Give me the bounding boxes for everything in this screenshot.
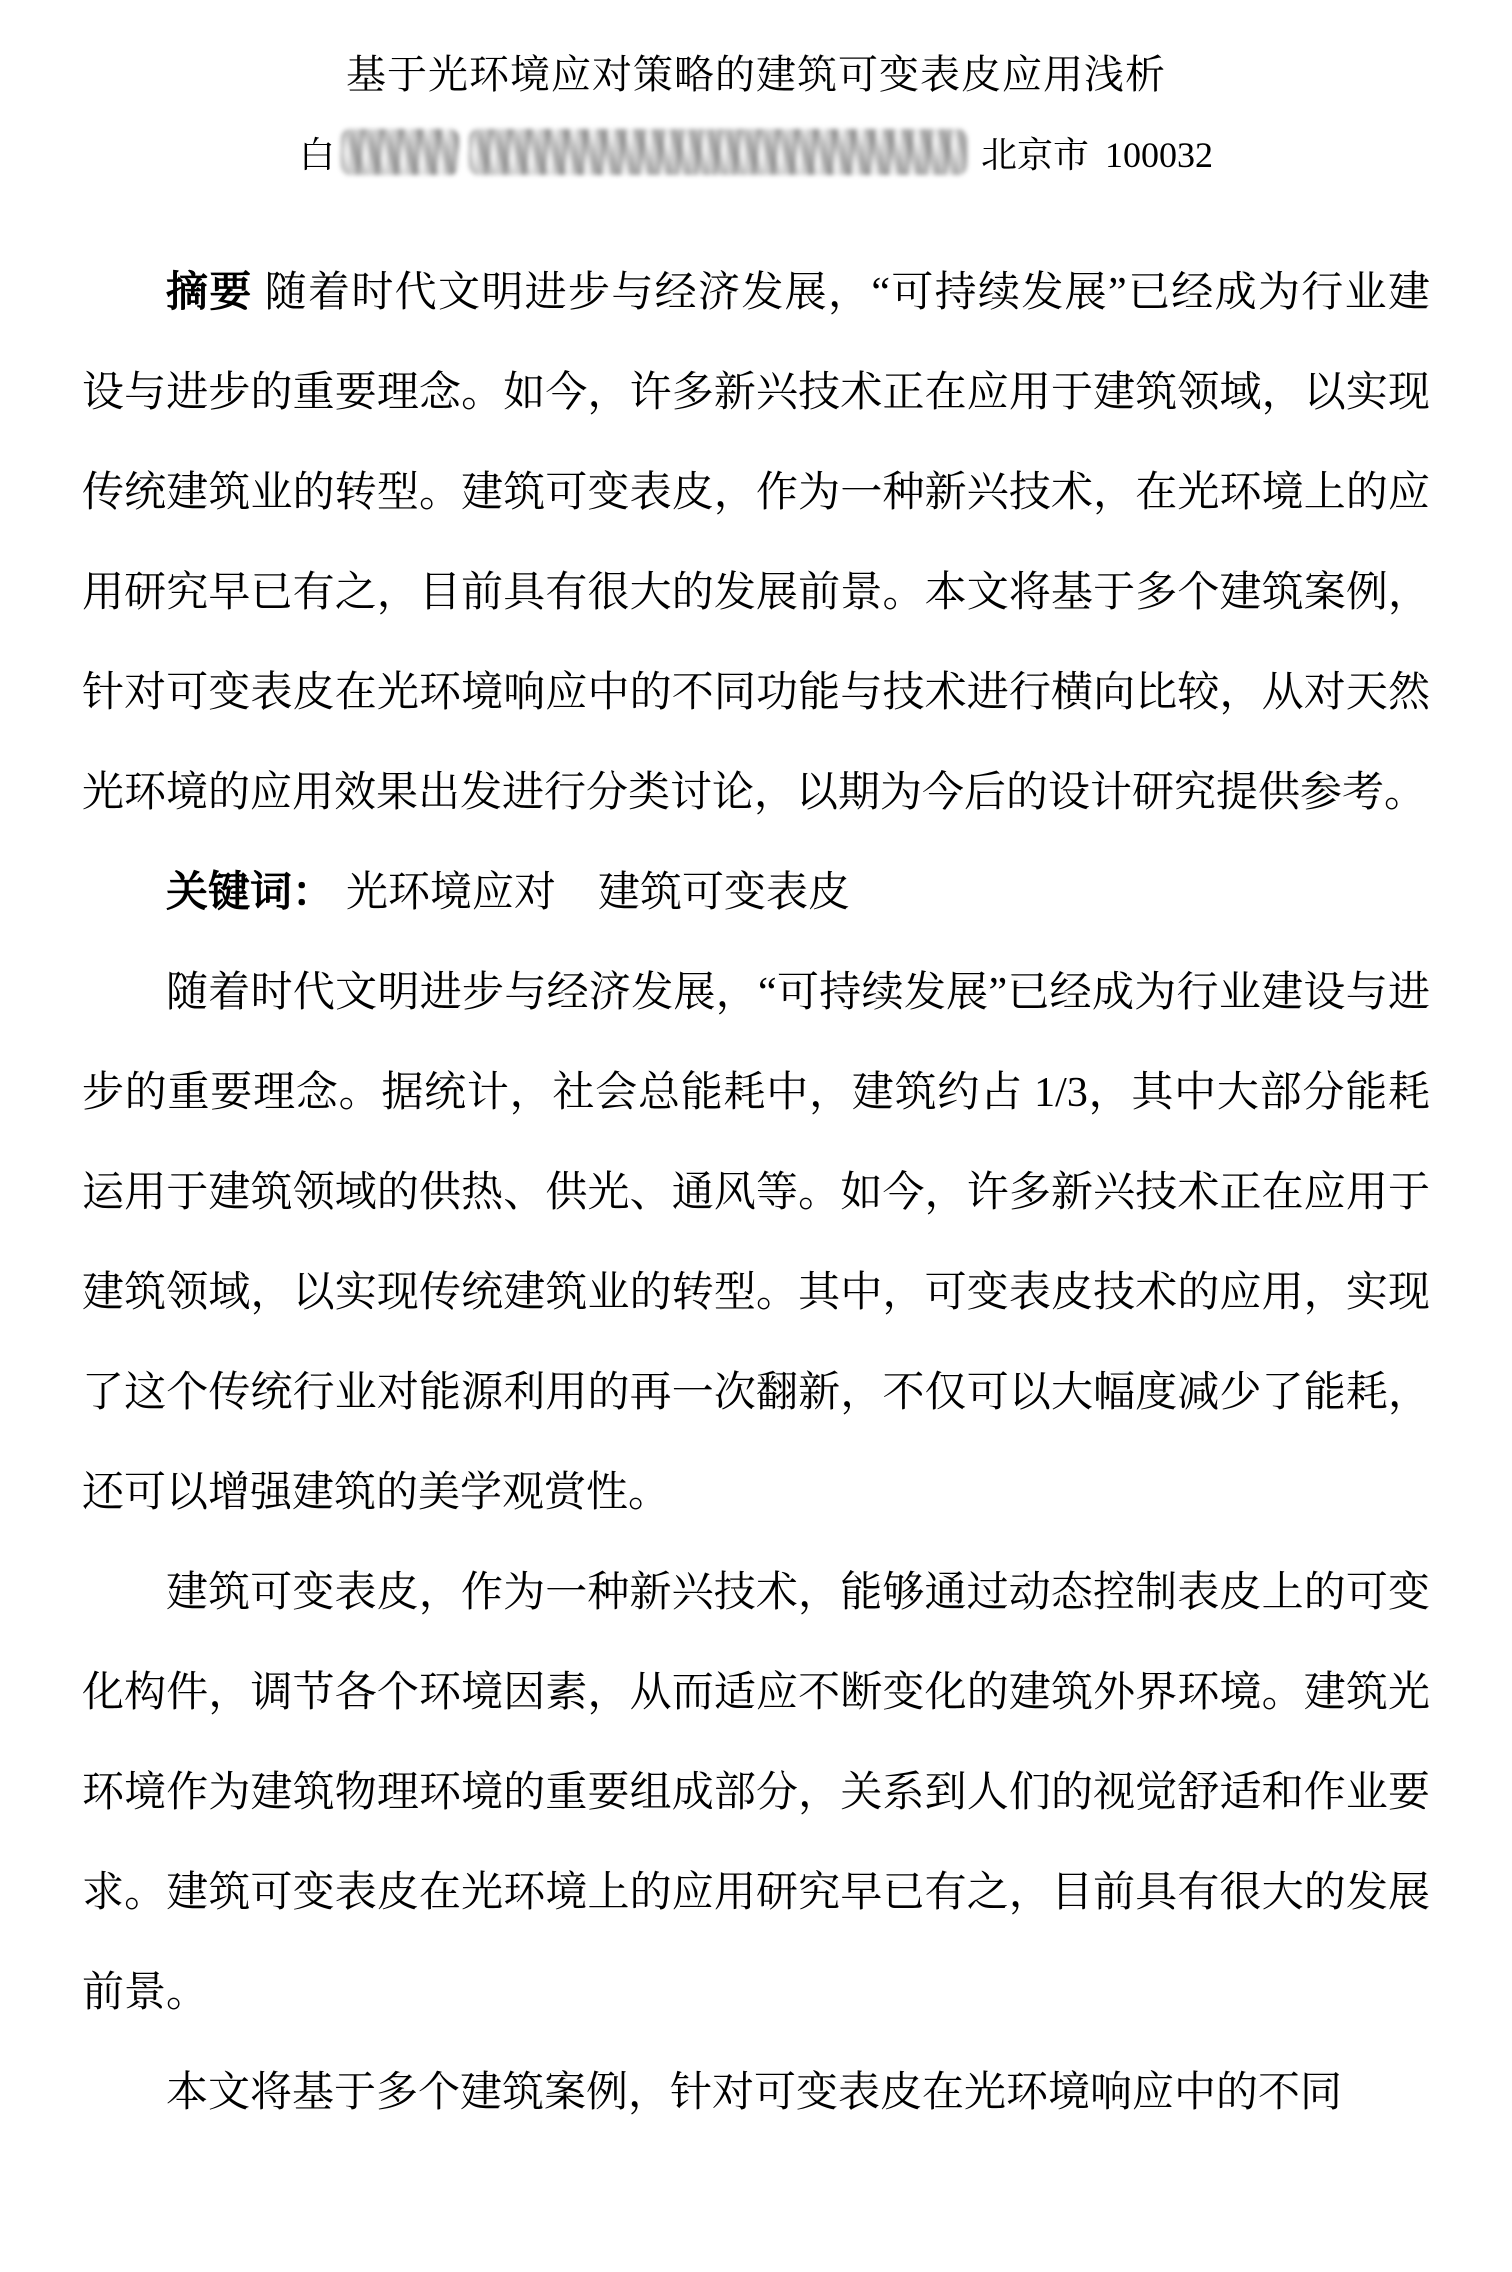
- author-surname: 白: [298, 135, 335, 175]
- document-title: 基于光环境应对策略的建筑可变表皮应用浅析: [346, 52, 1166, 97]
- author-line: [82, 127, 1430, 183]
- paragraph-3-text: 随着时代文明进步与经济发展，“可持续发展”已经成为行业建设与进步的重要理念。据统计，社会总能耗中，建筑约占 1/3，其中大部分能耗运用于建筑领域的供热、供光、通风等。如今，许多新兴技术正在应用于建筑领域，以实现传统建筑业的转型。其中，可变表皮技术的应用，实现了这个传统行业对能源利用的再一次翻新，不仅可以大幅度减少了能耗，还可以增强建筑的美学观赏性。: [82, 970, 1430, 1516]
- author-city: 北京市: [981, 135, 1090, 175]
- document-body: [82, 243, 1430, 2143]
- paragraph-2-lead: 关键词：: [166, 870, 335, 916]
- author-name-redaction-smudge: [341, 129, 459, 175]
- paragraph-1-lead: 摘要: [166, 270, 253, 316]
- paragraph-4-text: 建筑可变表皮，作为一种新兴技术，能够通过动态控制表皮上的可变化构件，调节各个环境因素，从而适应不断变化的建筑外界环境。建筑光环境作为建筑物理环境的重要组成部分，关系到人们的视觉舒适和作业要求。建筑可变表皮在光环境上的应用研究早已有之，目前具有很大的发展前景。: [82, 1570, 1430, 2016]
- paragraph-1-text: 随着时代文明进步与经济发展，“可持续发展”已经成为行业建设与进步的重要理念。如今，许多新兴技术正在应用于建筑领域，以实现传统建筑业的转型。建筑可变表皮，作为一种新兴技术，在光环境上的应用研究早已有之，目前具有很大的发展前景。本文将基于多个建筑案例，针对可变表皮在光环境响应中的不同功能与技术进行横向比较，从对天然光环境的应用效果出发进行分类讨论，以期为今后的设计研究提供参考。: [82, 270, 1430, 816]
- paragraph-5-text: 本文将基于多个建筑案例，针对可变表皮在光环境响应中的不同: [166, 2070, 1343, 2116]
- paragraph-5: [82, 2043, 1430, 2143]
- paragraph-1: [82, 243, 1430, 843]
- paragraph-3: [82, 943, 1430, 1543]
- author-affiliation-redaction-smudge: [469, 129, 967, 175]
- paragraph-4: [82, 1543, 1430, 2043]
- paragraph-2: [82, 843, 1430, 943]
- paragraph-2-text: 光环境应对 建筑可变表皮: [346, 870, 851, 916]
- author-postal-code: 100032: [1105, 135, 1214, 175]
